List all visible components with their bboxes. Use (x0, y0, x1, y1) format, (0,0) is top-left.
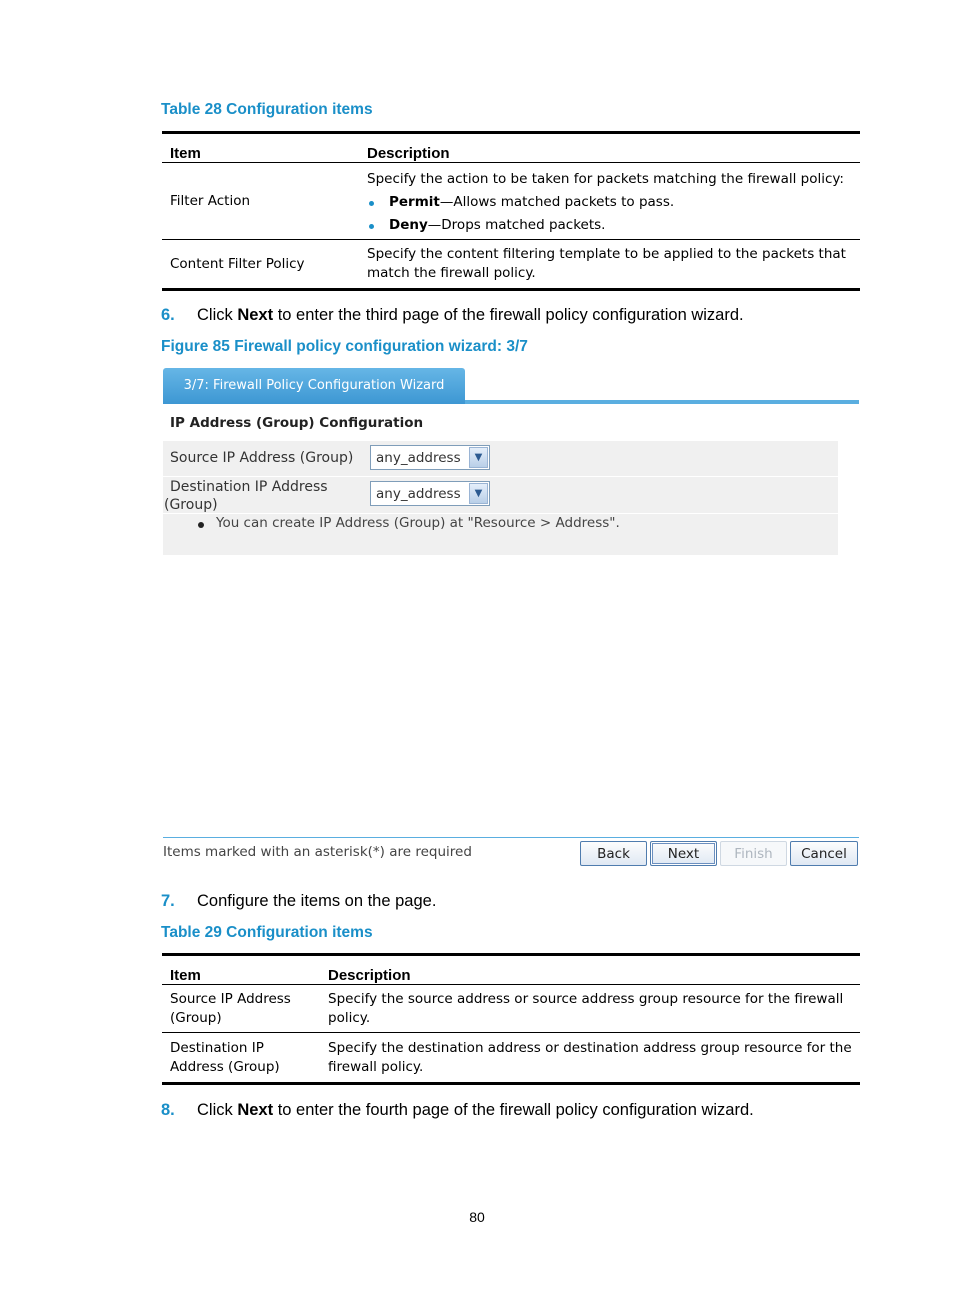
term-permit: Permit (389, 193, 440, 210)
table-28 (162, 131, 860, 291)
required-note: Items marked with an asterisk(*) are required (163, 844, 472, 860)
back-button[interactable]: Back (580, 841, 647, 866)
column-header-description: Description (328, 967, 411, 984)
column-header-item: Item (170, 145, 201, 162)
step-8 (161, 1101, 754, 1120)
section-title: IP Address (Group) Configuration (170, 415, 424, 431)
table-cell-item: Source IP Address (Group) (170, 990, 291, 1026)
term-text: —Drops matched packets. (427, 216, 606, 233)
table-cell-item: Filter Action (170, 192, 251, 209)
chevron-down-icon[interactable]: ▼ (469, 483, 488, 504)
wizard-screenshot (162, 367, 859, 867)
finish-button[interactable]: Finish (720, 841, 787, 866)
bullet-list (367, 193, 852, 235)
selected-value: any_address (376, 450, 461, 466)
selected-value: any_address (376, 486, 461, 502)
term-deny: Deny (389, 216, 428, 233)
table-cell-description (359, 163, 860, 240)
step-7 (161, 892, 436, 911)
tab-wizard-title[interactable]: 3/7: Firewall Policy Configuration Wizard (163, 368, 465, 404)
list-item (367, 193, 852, 212)
term-text: —Allows matched packets to pass. (439, 193, 675, 210)
step-text: Click (197, 306, 238, 324)
source-ip-select[interactable] (370, 445, 490, 470)
bullet-icon (198, 522, 204, 528)
column-header-description: Description (367, 145, 450, 162)
step-text: to enter the fourth page of the firewall policy configuration wizard. (273, 1101, 754, 1119)
destination-ip-label: Destination IP Address (Group) (164, 479, 328, 513)
step-number: 6. (161, 306, 175, 324)
row-divider (163, 476, 838, 477)
table-header-row (162, 955, 860, 985)
table-header-row (162, 133, 860, 163)
table-28-caption: Table 28 Configuration items (161, 101, 373, 118)
table-cell-item: Destination IP Address (Group) (170, 1039, 280, 1075)
column-header-item: Item (170, 967, 201, 984)
table-row (162, 163, 860, 240)
destination-ip-select[interactable] (370, 481, 490, 506)
table-row (162, 1033, 860, 1084)
step-6 (161, 306, 744, 325)
tab-underline (465, 400, 859, 404)
step-text: Click (197, 1101, 238, 1119)
table-cell-description: Specify the source address or source address group resource for the firewall policy. (328, 990, 844, 1026)
step-number: 8. (161, 1101, 175, 1119)
step-text: Configure the items on the page. (197, 892, 437, 910)
table-29-caption: Table 29 Configuration items (161, 924, 373, 941)
cancel-button[interactable]: Cancel (790, 841, 858, 866)
table-row (162, 240, 860, 290)
table-cell-description: Specify the content filtering template to be applied to the packets that match the firewall policy. (367, 246, 846, 281)
next-button[interactable]: Next (650, 841, 717, 866)
page-number: 80 (469, 1209, 485, 1225)
description-text: Specify the action to be taken for packets matching the firewall policy: (367, 170, 844, 187)
table-cell-item: Content Filter Policy (170, 255, 305, 272)
chevron-down-icon[interactable]: ▼ (469, 447, 488, 468)
list-item (367, 216, 852, 235)
step-bold: Next (237, 306, 274, 324)
step-text: to enter the third page of the firewall policy configuration wizard. (273, 306, 744, 324)
table-row (162, 985, 860, 1033)
table-29 (162, 953, 860, 1085)
step-number: 7. (161, 892, 175, 910)
resource-note: You can create IP Address (Group) at "Resource > Address". (216, 515, 620, 531)
source-ip-label: Source IP Address (Group) (170, 450, 354, 466)
table-cell-description: Specify the destination address or destination address group resource for the firewall policy. (328, 1039, 852, 1075)
footer-divider (163, 837, 859, 838)
figure-85-caption: Figure 85 Firewall policy configuration wizard: 3/7 (161, 338, 528, 355)
step-bold: Next (237, 1101, 274, 1119)
